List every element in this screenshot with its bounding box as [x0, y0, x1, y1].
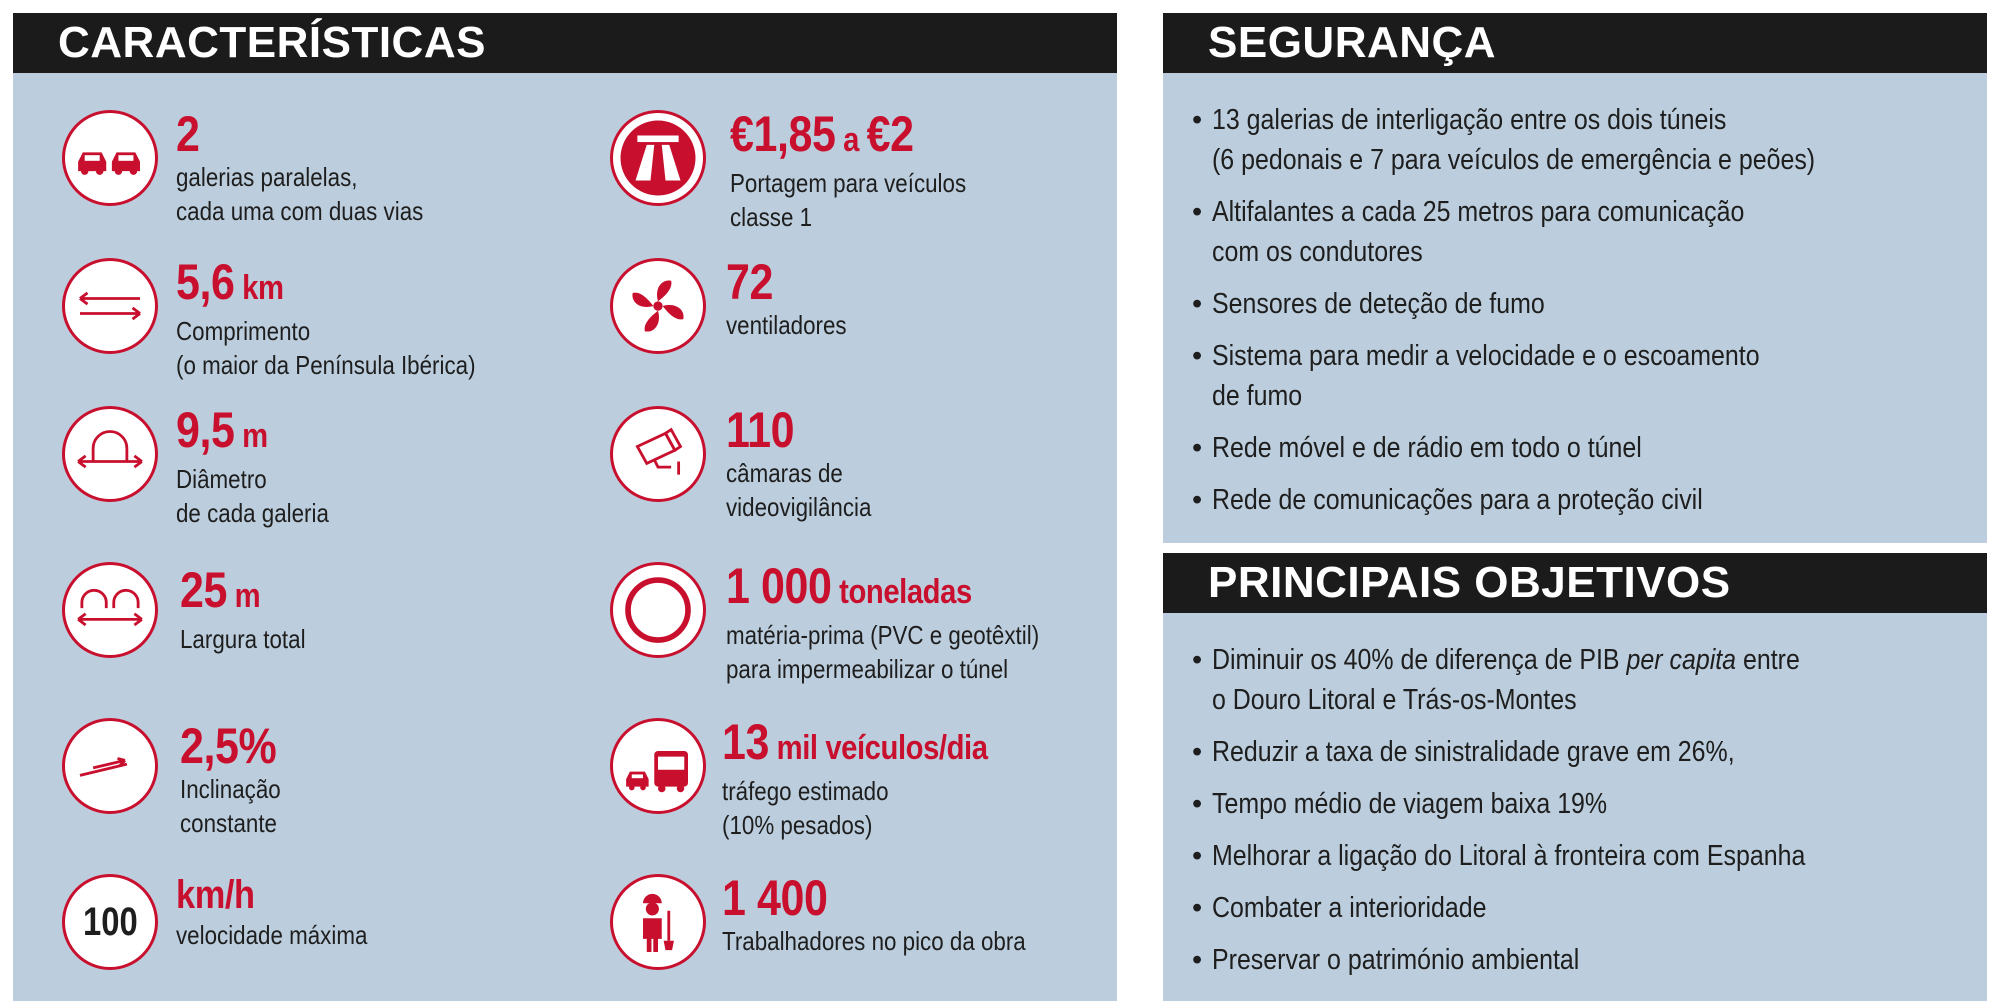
feature-value: 9,5 m	[176, 402, 268, 458]
feature-desc: velocidade máxima	[176, 920, 368, 950]
feature-desc: constante	[180, 808, 277, 838]
feature-desc: cada uma com duas vias	[176, 196, 424, 226]
objetivos-list	[1198, 640, 1902, 980]
feature-desc: para impermeabilizar o túnel	[726, 654, 1009, 684]
feature-value: km/h	[176, 873, 255, 917]
feature-desc: câmaras de	[726, 458, 843, 488]
feature-desc: de cada galeria	[176, 498, 329, 528]
feature-desc: videovigilância	[726, 492, 872, 522]
length-arrows-icon	[62, 258, 158, 354]
list-item: • Melhorar a ligação do Litoral à fronteira com Espanha	[1198, 836, 1902, 876]
car-bus-icon	[610, 718, 706, 814]
feature-desc: Diâmetro	[176, 464, 267, 494]
feature-desc: classe 1	[730, 202, 813, 232]
feature-value: 13 mil veículos/dia	[722, 714, 988, 770]
speed-limit-icon: 100	[62, 874, 158, 970]
list-item: • Rede móvel e de rádio em todo o túnel	[1198, 428, 1913, 468]
feature-value: 110	[726, 402, 795, 458]
feature-desc: matéria-prima (PVC e geotêxtil)	[726, 620, 1040, 650]
list-item: • Diminuir os 40% de diferença de PIB per capita entre o Douro Litoral e Trás-os-Montes	[1198, 640, 1902, 720]
feature-desc: Comprimento	[176, 316, 311, 346]
feature-desc: Largura total	[180, 624, 306, 654]
feature-desc: (10% pesados)	[722, 810, 873, 840]
feature-value: 2	[176, 106, 200, 162]
list-item: • Altifalantes a cada 25 metros para comunicação com os condutores	[1198, 192, 1913, 272]
feature-value: 2,5%	[180, 718, 277, 774]
tunnel-width-icon	[62, 562, 158, 658]
ring-icon	[610, 562, 706, 658]
worker-icon	[610, 874, 706, 970]
feature-desc: (o maior da Península Ibérica)	[176, 350, 476, 380]
feature-desc: tráfego estimado	[722, 776, 889, 806]
list-item: • Sistema para medir a velocidade e o escoamento de fumo	[1198, 336, 1913, 416]
seguranca-list	[1198, 100, 1913, 520]
fan-icon	[610, 258, 706, 354]
feature-value: €1,85 a €2	[730, 106, 914, 162]
tunnel-diameter-icon	[62, 406, 158, 502]
feature-desc: Portagem para veículos	[730, 168, 967, 198]
slope-icon	[62, 718, 158, 814]
objetivos-title: PRINCIPAIS OBJETIVOS	[1163, 553, 1987, 613]
list-item: • Rede de comunicações para a proteção civil	[1198, 480, 1913, 520]
seguranca-title: SEGURANÇA	[1163, 13, 1987, 73]
feature-desc: ventiladores	[726, 310, 847, 340]
feature-value: 1 400	[722, 870, 828, 926]
feature-value: 72	[726, 254, 773, 310]
list-item: • Tempo médio de viagem baixa 19%	[1198, 784, 1902, 824]
motorway-icon	[610, 110, 706, 206]
feature-value: 25 m	[180, 562, 261, 618]
caracteristicas-title: CARACTERÍSTICAS	[13, 13, 1117, 73]
feature-desc: galerias paralelas,	[176, 162, 358, 192]
feature-desc: Inclinação	[180, 774, 281, 804]
cars-icon	[62, 110, 158, 206]
feature-value: 5,6 km	[176, 254, 284, 310]
list-item: • Preservar o património ambiental	[1198, 940, 1902, 980]
feature-value: 1 000 toneladas	[726, 558, 972, 614]
list-item: • Combater a interioridade	[1198, 888, 1902, 928]
list-item: • 13 galerias de interligação entre os dois túneis (6 pedonais e 7 para veículos de emergência e peões)	[1198, 100, 1913, 180]
feature-desc: Trabalhadores no pico da obra	[722, 926, 1026, 956]
camera-icon	[610, 406, 706, 502]
list-item: • Sensores de deteção de fumo	[1198, 284, 1913, 324]
list-item: • Reduzir a taxa de sinistralidade grave em 26%,	[1198, 732, 1902, 772]
